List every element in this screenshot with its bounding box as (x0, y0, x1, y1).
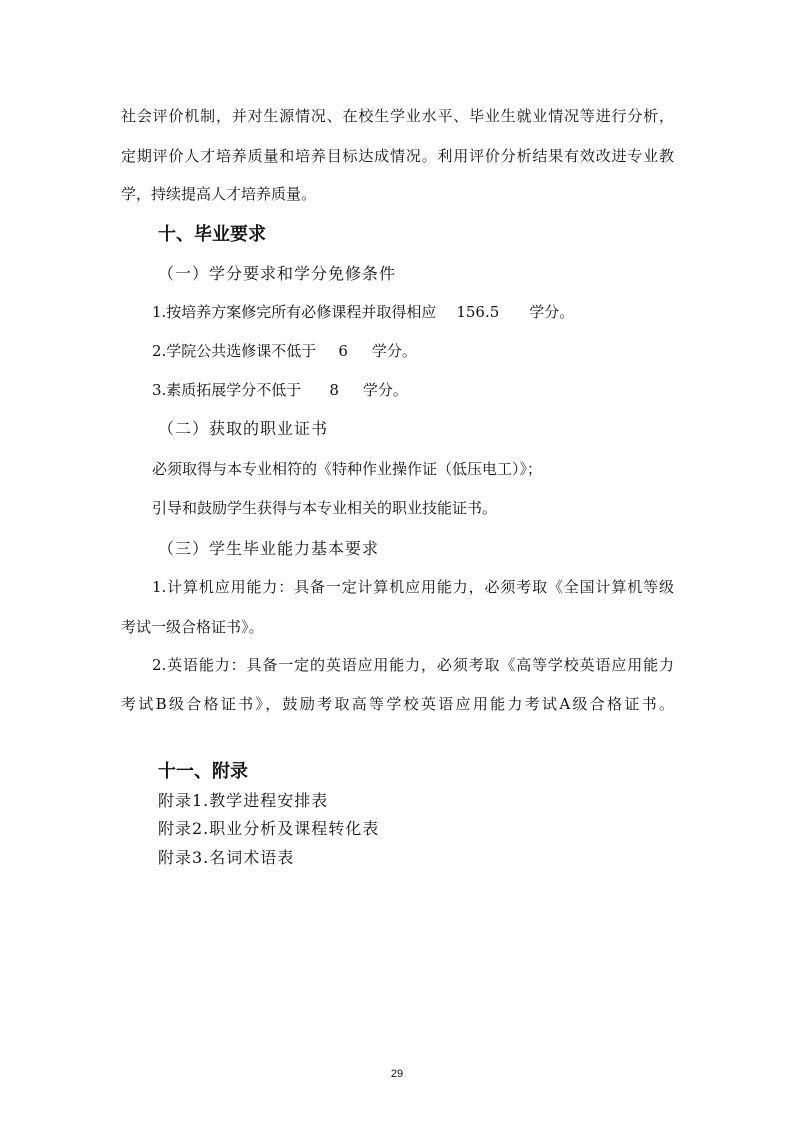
credit-requirement-2-text: 2.学院公共选修课不低于 (152, 342, 317, 360)
section-10-heading: 十、毕业要求 (158, 224, 266, 245)
section-11-heading: 十一、附录 (158, 761, 248, 782)
page-number: 29 (390, 1068, 404, 1080)
computer-ability-line-2: 考试一级合格证书》。 (121, 618, 264, 636)
credit-requirement-3-value: 8 (329, 381, 339, 399)
appendix-item-1: 附录1.教学进程安排表 (158, 791, 329, 810)
intro-line-3: 学，持续提高人才培养质量。 (121, 185, 317, 203)
credit-requirement-2-value: 6 (338, 342, 348, 360)
computer-ability-line-1: 1.计算机应用能力：具备一定计算机应用能力，必须考取《全国计算机等级 (152, 578, 674, 596)
subsection-2-heading: （二）获取的职业证书 (158, 419, 329, 438)
credit-requirement-3 (152, 380, 408, 400)
certificate-required: 必须取得与本专业相符的《特种作业操作证（低压电工）》； (152, 460, 543, 478)
appendix-item-3: 附录3.名词术语表 (158, 848, 295, 867)
credit-requirement-1-unit: 学分。 (529, 303, 575, 321)
credit-requirement-2-unit: 学分。 (371, 342, 417, 360)
credit-requirement-2 (152, 341, 417, 361)
credit-requirement-1-value: 156.5 (456, 303, 500, 321)
english-ability-line-2: 考试B级合格证书》，鼓励考取高等学校英语应用能力考试A级合格证书。 (121, 695, 674, 713)
english-ability-line-1: 2.英语能力：具备一定的英语应用能力，必须考取《高等学校英语应用能力 (152, 656, 674, 674)
credit-requirement-3-text: 3.素质拓展学分不低于 (152, 381, 302, 399)
credit-requirement-1 (152, 302, 574, 322)
certificate-encouraged: 引导和鼓励学生获得与本专业相关的职业技能证书。 (152, 499, 498, 517)
subsection-3-heading: （三）学生毕业能力基本要求 (158, 539, 380, 558)
credit-requirement-1-text: 1.按培养方案修完所有必修课程并取得相应 (152, 303, 437, 321)
intro-line-1: 社会评价机制，并对生源情况、在校生学业水平、毕业生就业情况等进行分析， (121, 107, 674, 125)
appendix-item-2: 附录2.职业分析及课程转化表 (158, 819, 380, 838)
intro-line-2: 定期评价人才培养质量和培养目标达成情况。利用评价分析结果有效改进专业教 (121, 147, 674, 165)
credit-requirement-3-unit: 学分。 (362, 381, 408, 399)
subsection-1-heading: （一）学分要求和学分免修条件 (158, 264, 397, 283)
